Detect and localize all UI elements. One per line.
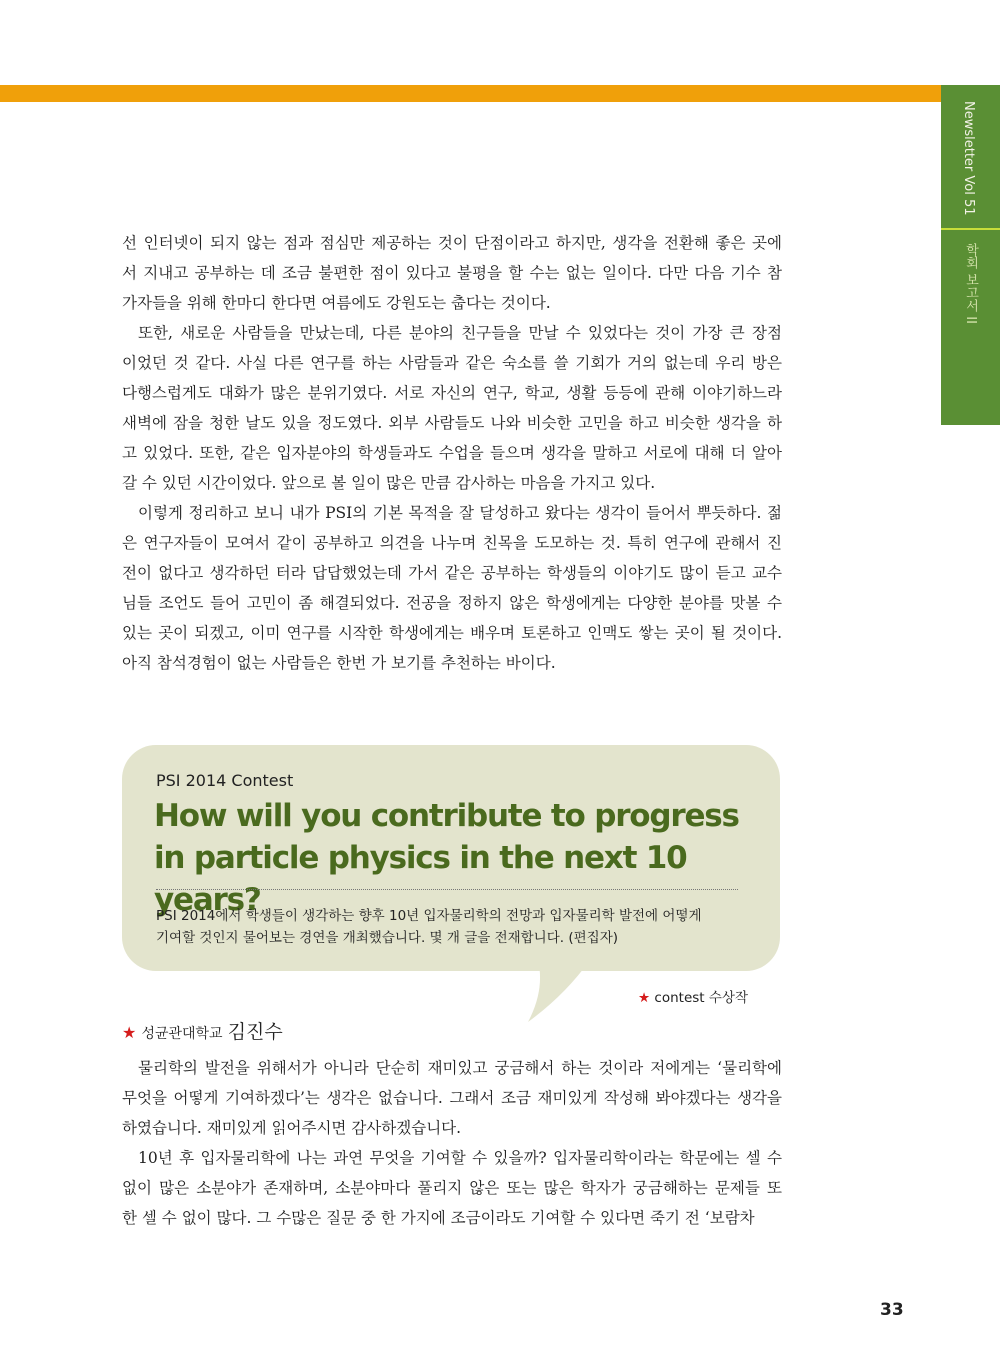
text-line: 없이 많은 소분야가 존재하며, 소분야마다 풀리지 않은 또는 많은 학자가 궁금해하는 문제들 또 <box>122 1179 782 1197</box>
text-line: 10년 후 입자물리학에 나는 과연 무엇을 기여할 수 있을까? 입자물리학이라는 학문에는 셀 수 <box>138 1149 782 1167</box>
text-line: 한 셀 수 없이 많다. 그 수많은 질문 중 한 가지에 조금이라도 기여할 수 있다면 죽기 전 ‘보람차 <box>122 1209 755 1227</box>
author-school: 성균관대학교 <box>141 1026 223 1042</box>
text-line: 고 있었다. 또한, 같은 입자분야의 학생들과도 수업을 들으며 생각을 말하고 서로에 대해 더 알아 <box>122 444 782 462</box>
page-number: 33 <box>880 1300 904 1320</box>
text-line: 선 인터넷이 되지 않는 점과 점심만 제공하는 것이 단점이라고 하지만, 생각을 전환해 좋은 곳에 <box>122 234 782 252</box>
star-icon: ★ <box>122 1023 137 1042</box>
author-name: 김진수 <box>227 1021 283 1043</box>
newsletter-volume-label: Newsletter Vol 51 <box>961 101 976 216</box>
text-line: 서 지내고 공부하는 데 조금 불편한 점이 있다고 불평을 할 수는 없는 일이다. 다만 다음 기수 참 <box>122 264 782 282</box>
headline-line-2: in particle physics in the next 10 years? <box>154 840 687 918</box>
text-line: 하였습니다. 재미있게 읽어주시면 감사하겠습니다. <box>122 1119 462 1137</box>
dotted-divider <box>156 889 738 890</box>
description-line-1: PSI 2014에서 학생들이 생각하는 향후 10년 입자물리학의 전망과 입자물리학 발전에 어떻게 <box>156 908 702 924</box>
author-line <box>122 1017 283 1044</box>
headline-line-1: How will you contribute to progress <box>154 798 739 834</box>
text-line: 또한, 새로운 사람들을 만났는데, 다른 분야의 친구들을 만날 수 있었다는 것이 가장 큰 장점 <box>138 324 782 342</box>
text-line: 갈 수 있던 시간이었다. 앞으로 볼 일이 많은 만큼 감사하는 마음을 가지고 있다. <box>122 474 656 492</box>
text-line: 무엇을 어떻게 기여하겠다’는 생각은 없습니다. 그래서 조금 재미있게 작성해 봐야겠다는 생각을 <box>122 1089 782 1107</box>
text-line: 이렇게 정리하고 보니 내가 PSI의 기본 목적을 잘 달성하고 왔다는 생각이 들어서 뿌듯하다. 젊 <box>138 504 782 522</box>
contest-description <box>156 905 702 949</box>
award-label <box>638 986 748 1006</box>
section-label: 학회 보고서 II <box>963 243 978 324</box>
contest-headline <box>154 795 780 921</box>
contest-kicker: PSI 2014 Contest <box>156 771 294 790</box>
text-line: 물리학의 발전을 위해서가 아니라 단순히 재미있고 궁금해서 하는 것이라 저에게는 ‘물리학에 <box>138 1059 782 1077</box>
text-line: 은 연구자들이 모여서 같이 공부하고 의견을 나누며 친목을 도모하는 것. 특히 연구에 관해서 진 <box>122 534 782 552</box>
description-line-2: 기여할 것인지 물어보는 경연을 개최했습니다. 몇 개 글을 전재합니다. (편집자) <box>156 930 619 946</box>
text-line: 가자들을 위해 한마디 한다면 여름에도 강원도는 춥다는 것이다. <box>122 294 551 312</box>
star-icon: ★ <box>638 990 651 1006</box>
text-line: 새벽에 잠을 청한 날도 있을 정도였다. 외부 사람들도 나와 비슷한 고민을 하고 비슷한 생각을 하 <box>122 414 782 432</box>
text-line: 다행스럽게도 대화가 많은 분위기였다. 서로 자신의 연구, 학교, 생활 등등에 관해 이야기하느라 <box>122 384 782 402</box>
text-line: 있는 곳이 되겠고, 이미 연구를 시작한 학생에게는 배우며 토론하고 인맥도 쌓는 곳이 될 것이다. <box>122 624 782 642</box>
text-line: 아직 참석경험이 없는 사람들은 한번 가 보기를 추천하는 바이다. <box>122 654 556 672</box>
text-line: 이었던 것 같다. 사실 다른 연구를 하는 사람들과 같은 숙소를 쓸 기회가 거의 없는데 우리 방은 <box>122 354 782 372</box>
award-text: contest 수상작 <box>654 990 748 1006</box>
article-body-bottom <box>122 1053 782 1233</box>
text-line: 님들 조언도 들어 고민이 좀 해결되었다. 전공을 정하지 않은 학생에게는 다양한 분야를 맛볼 수 <box>122 594 782 612</box>
contest-speech-bubble <box>122 745 780 971</box>
text-line: 전이 없다고 생각하던 터라 답답했었는데 가서 같은 공부하는 학생들의 이야기도 많이 듣고 교수 <box>122 564 782 582</box>
